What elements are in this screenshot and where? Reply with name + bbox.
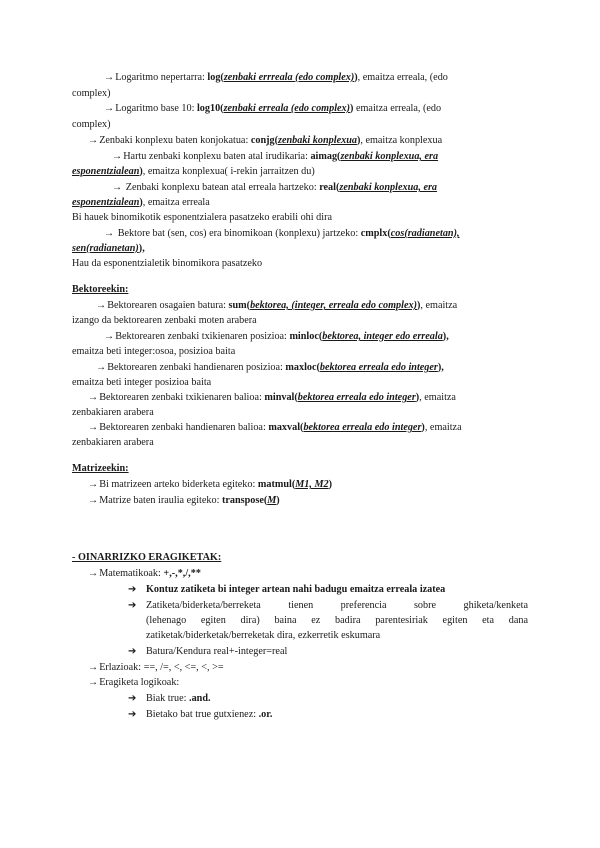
- cmplx-line: → Bektore bat (sen, cos) era binomikoan (konplexu) jartzeko: cmplx(cos(radianetan),: [104, 226, 528, 242]
- arrow-icon: →: [88, 568, 99, 579]
- arrow-icon: →: [88, 662, 99, 673]
- arrow-icon: →: [104, 103, 115, 114]
- bullet-precedence-l3: zatiketak/biderketak/berreketak dira, ezkerretik eskumara: [146, 630, 381, 641]
- conjg-line: →Zenbaki konplexu baten konjokatua: conjg(zenbaki konplexua), emaitza konplexua: [88, 133, 528, 149]
- and-line: Biak true: .and.: [146, 693, 211, 704]
- arrow-icon: →: [96, 362, 107, 373]
- minval-line: →Bektorearen zenbaki txikienaren balioa: minval(bektorea erreala edo integer), emaitza: [88, 390, 528, 406]
- math-ops-line: →Matematikoak: +,-,*,/,**: [88, 566, 528, 582]
- bullet-real-integer: Batura/Kendura real+-integer=real: [146, 646, 288, 657]
- cmplx-line-cont: sen(radianetan)),: [72, 243, 145, 254]
- transpose-line: →Matrize baten iraulia egiteko: transpose(M): [88, 493, 528, 509]
- real-line: → Zenbaki konplexu batean atal erreala hartzeko: real(zenbaki konplexua, era: [112, 180, 528, 196]
- bullet-arrow-icon: ➔: [128, 709, 137, 720]
- bullet-arrow-icon: ➔: [128, 600, 137, 611]
- arrow-icon: →: [112, 151, 123, 162]
- minloc-line: →Bektorearen zenbaki txikienaren posizioa: minloc(bektorea, integer edo erreala),: [104, 329, 528, 345]
- sum-line: →Bektorearen osagaien batura: sum(bektorea, (integer, erreala edo complex)), emaitza: [96, 298, 528, 314]
- arrow-icon: →: [88, 479, 99, 490]
- arrow-icon: →: [112, 182, 123, 193]
- bullet-precedence-l1: Zatiketa/biderketa/berreketa tienen preferencia sobre ghiketa/kenketa: [146, 600, 528, 611]
- aimag-line: →Hartu zenbaki konplexu baten atal irudikaria: aimag(zenbaki konplexua, era: [112, 149, 528, 165]
- matrices-heading: Matrizeekin:: [72, 463, 129, 474]
- maxval-line-cont: zenbakiaren arabera: [72, 437, 154, 448]
- or-line: Bietako bat true gutxienez: .or.: [146, 709, 273, 720]
- log-line: →Logaritmo nepertarra: log(zenbaki errreala (edo complex)), emaitza erreala, (edo: [104, 70, 528, 86]
- bullet-precedence-l2: (lehenago egiten dira) baina ez badira parentesiriak egiten eta dana: [146, 615, 528, 626]
- arrow-icon: →: [88, 422, 99, 433]
- matmul-line: →Bi matrizeen arteko biderketa egiteko: matmul(M1, M2): [88, 477, 528, 493]
- maxval-line: →Bektorearen zenbaki handienaren balioa: maxval(bektorea erreala edo integer), emaitza: [88, 420, 528, 436]
- bullet-arrow-icon: ➔: [128, 646, 137, 657]
- log10-line-cont: complex): [72, 119, 111, 130]
- maxloc-line: →Bektorearen zenbaki handienaren posizioa: maxloc(bektorea erreala edo integer),: [96, 360, 528, 376]
- maxloc-line-cont: emaitza beti integer posizioa baita: [72, 377, 212, 388]
- arrow-icon: →: [88, 392, 99, 403]
- arrow-icon: →: [104, 331, 115, 342]
- real-line-cont: esponentzialean), emaitza erreala: [72, 197, 210, 208]
- sum-line-cont: izango da bektorearen zenbaki moten arabera: [72, 315, 257, 326]
- aimag-line-cont: esponentzialean), emaitza konplexua( i-rekin jarraitzen du): [72, 166, 315, 177]
- arrow-icon: →: [88, 677, 99, 688]
- log-line-cont: complex): [72, 88, 111, 99]
- bullet-arrow-icon: ➔: [128, 584, 137, 595]
- logic-ops-line: →Eragiketa logikoak:: [88, 675, 528, 691]
- vectors-heading: Bektoreekin:: [72, 284, 129, 295]
- relational-line: →Erlazioak: ==, /=, <, <=, <, >=: [88, 660, 528, 676]
- arrow-icon: →: [88, 135, 99, 146]
- bullet-arrow-icon: ➔: [128, 693, 137, 704]
- log10-line: →Logaritmo base 10: log10(zenbaki erreala (edo complex)) emaitza erreala, (edo: [104, 101, 528, 117]
- bullet-integer-division: Kontuz zatiketa bi integer artean nahi badugu emaitza erreala izatea: [146, 584, 446, 595]
- basic-ops-heading: - OINARRIZKO ERAGIKETAK:: [72, 552, 222, 563]
- arrow-icon: →: [104, 72, 115, 83]
- minval-line-cont: zenbakiaren arabera: [72, 407, 154, 418]
- note-exponential: Hau da esponentzialetik binomikora pasatzeko: [72, 258, 263, 269]
- arrow-icon: →: [96, 300, 107, 311]
- arrow-icon: →: [88, 495, 99, 506]
- minloc-line-cont: emaitza beti integer:osoa, posizioa baita: [72, 346, 236, 357]
- note-binomial: Bi hauek binomikotik esponentzialera pasatzeko erabili ohi dira: [72, 212, 332, 223]
- arrow-icon: →: [104, 228, 115, 239]
